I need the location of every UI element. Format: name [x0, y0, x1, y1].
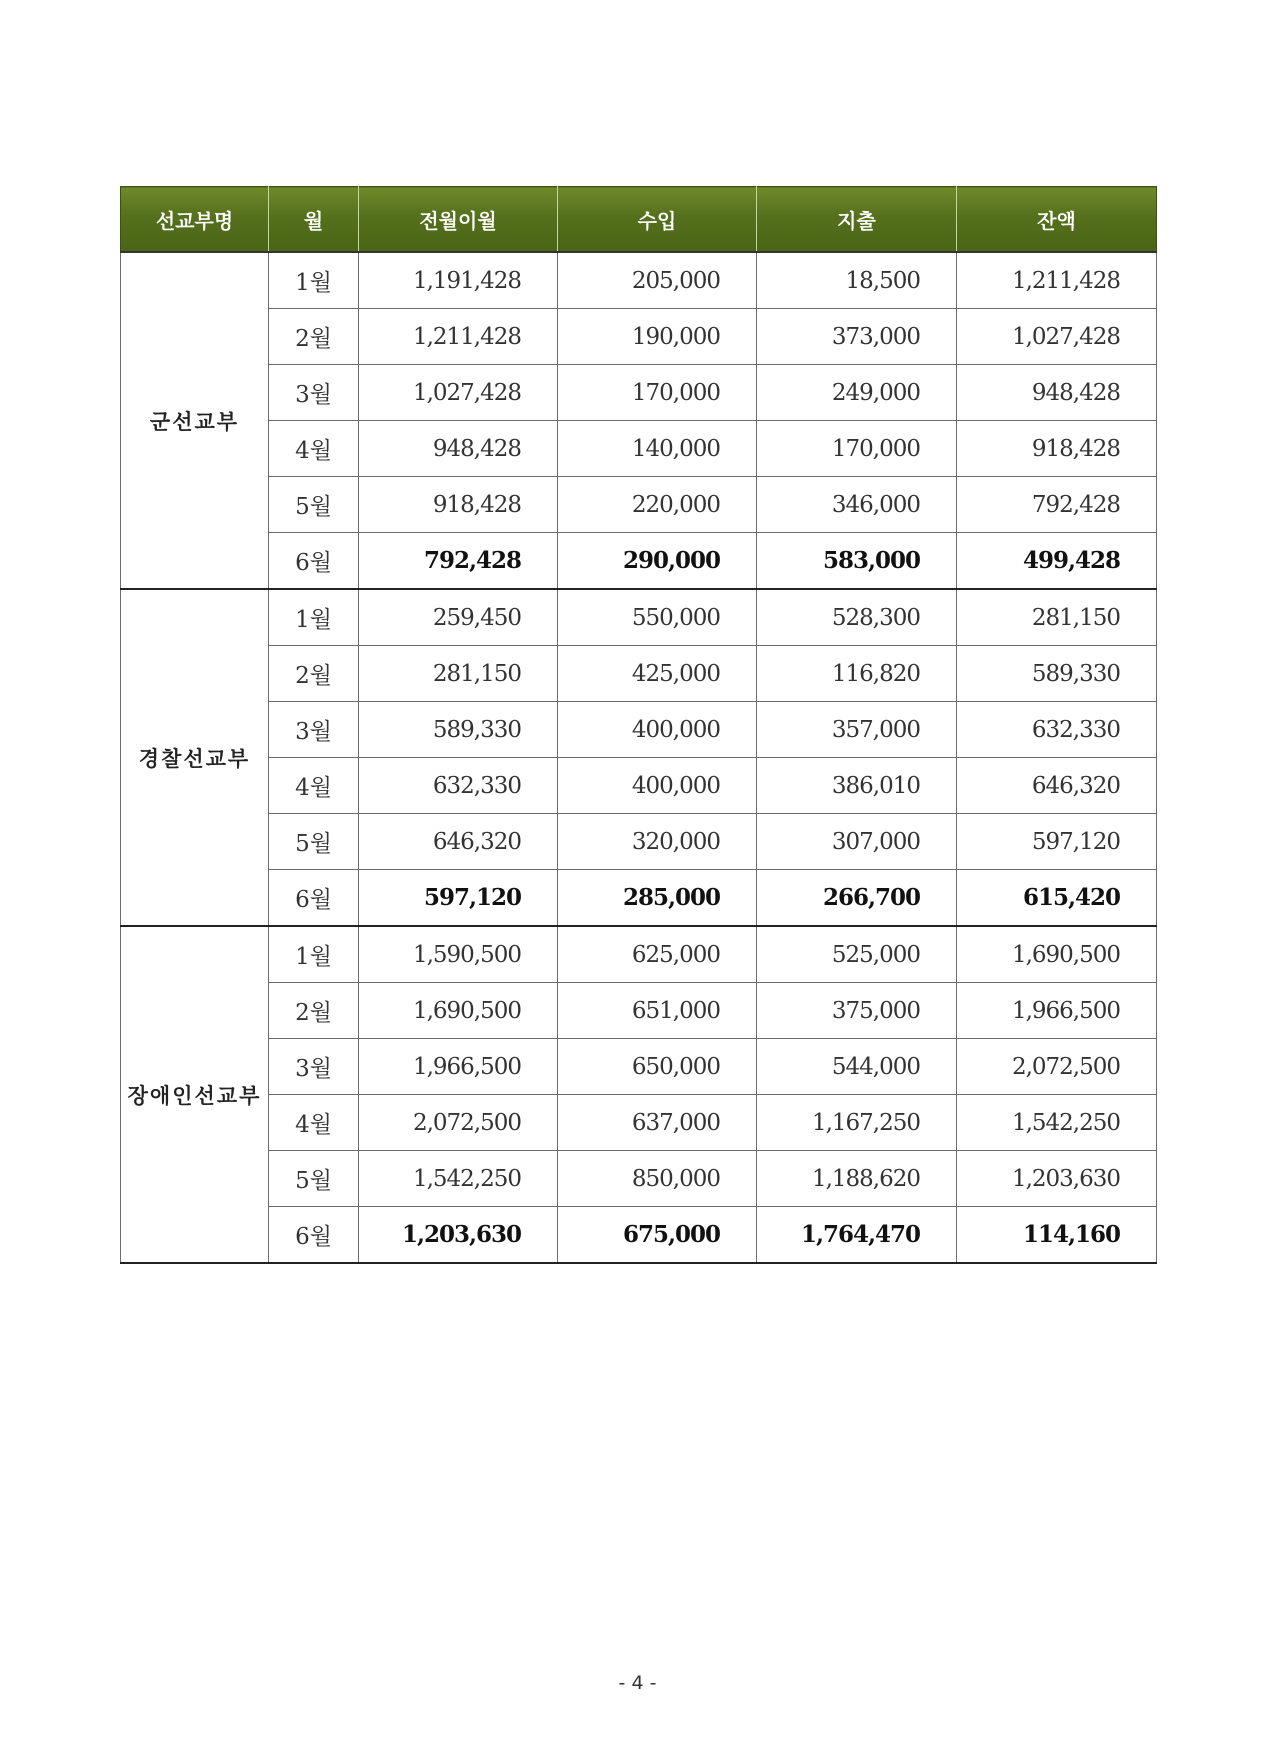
header-month: 월	[269, 187, 359, 253]
table-row	[121, 252, 1157, 309]
income-cell: 170,000	[558, 365, 757, 421]
month-cell: 1월	[269, 589, 359, 646]
month-cell: 4월	[269, 1095, 359, 1151]
carryover-cell: 632,330	[359, 758, 558, 814]
balance-cell: 1,690,500	[957, 926, 1157, 983]
income-cell: 550,000	[558, 589, 757, 646]
balance-cell: 114,160	[957, 1207, 1157, 1264]
income-cell: 140,000	[558, 421, 757, 477]
carryover-cell: 1,590,500	[359, 926, 558, 983]
carryover-cell: 1,542,250	[359, 1151, 558, 1207]
table-row	[121, 365, 1157, 421]
income-cell: 290,000	[558, 533, 757, 590]
carryover-cell: 1,690,500	[359, 983, 558, 1039]
month-cell: 3월	[269, 1039, 359, 1095]
carryover-cell: 646,320	[359, 814, 558, 870]
month-cell: 3월	[269, 365, 359, 421]
table-row	[121, 477, 1157, 533]
balance-cell: 792,428	[957, 477, 1157, 533]
income-cell: 400,000	[558, 758, 757, 814]
month-cell: 6월	[269, 533, 359, 590]
table-row	[121, 1039, 1157, 1095]
expense-cell: 357,000	[757, 702, 957, 758]
expense-cell: 375,000	[757, 983, 957, 1039]
table-row	[121, 926, 1157, 983]
month-cell: 2월	[269, 309, 359, 365]
month-cell: 6월	[269, 1207, 359, 1264]
table-row	[121, 814, 1157, 870]
table-row	[121, 983, 1157, 1039]
income-cell: 651,000	[558, 983, 757, 1039]
header-balance: 잔액	[957, 187, 1157, 253]
table-row	[121, 702, 1157, 758]
month-cell: 4월	[269, 758, 359, 814]
expense-cell: 525,000	[757, 926, 957, 983]
table-row	[121, 1151, 1157, 1207]
income-cell: 637,000	[558, 1095, 757, 1151]
income-cell: 320,000	[558, 814, 757, 870]
table-row	[121, 758, 1157, 814]
carryover-cell: 1,966,500	[359, 1039, 558, 1095]
carryover-cell: 1,027,428	[359, 365, 558, 421]
expense-cell: 386,010	[757, 758, 957, 814]
month-cell: 1월	[269, 252, 359, 309]
header-carryover: 전월이월	[359, 187, 558, 253]
header-department: 선교부명	[121, 187, 269, 253]
month-cell: 2월	[269, 983, 359, 1039]
table-header	[121, 187, 1157, 253]
balance-cell: 2,072,500	[957, 1039, 1157, 1095]
month-cell: 5월	[269, 814, 359, 870]
carryover-cell: 589,330	[359, 702, 558, 758]
balance-cell: 646,320	[957, 758, 1157, 814]
month-cell: 1월	[269, 926, 359, 983]
expense-cell: 249,000	[757, 365, 957, 421]
table-row	[121, 309, 1157, 365]
income-cell: 220,000	[558, 477, 757, 533]
income-cell: 425,000	[558, 646, 757, 702]
income-cell: 675,000	[558, 1207, 757, 1264]
table-body	[121, 252, 1157, 1263]
month-cell: 5월	[269, 477, 359, 533]
expense-cell: 1,167,250	[757, 1095, 957, 1151]
expense-cell: 528,300	[757, 589, 957, 646]
income-cell: 625,000	[558, 926, 757, 983]
balance-cell: 589,330	[957, 646, 1157, 702]
balance-cell: 1,027,428	[957, 309, 1157, 365]
department-name: 경찰선교부	[121, 589, 269, 926]
expense-cell: 307,000	[757, 814, 957, 870]
month-cell: 2월	[269, 646, 359, 702]
table-row	[121, 1095, 1157, 1151]
carryover-cell: 281,150	[359, 646, 558, 702]
balance-cell: 281,150	[957, 589, 1157, 646]
table-row	[121, 589, 1157, 646]
department-name: 장애인선교부	[121, 926, 269, 1263]
income-cell: 285,000	[558, 870, 757, 927]
expense-cell: 373,000	[757, 309, 957, 365]
balance-cell: 1,203,630	[957, 1151, 1157, 1207]
carryover-cell: 792,428	[359, 533, 558, 590]
balance-cell: 499,428	[957, 533, 1157, 590]
balance-cell: 948,428	[957, 365, 1157, 421]
month-cell: 4월	[269, 421, 359, 477]
table-row	[121, 646, 1157, 702]
mission-finance-table	[120, 186, 1157, 1264]
carryover-cell: 1,191,428	[359, 252, 558, 309]
balance-cell: 615,420	[957, 870, 1157, 927]
balance-cell: 597,120	[957, 814, 1157, 870]
expense-cell: 1,188,620	[757, 1151, 957, 1207]
income-cell: 190,000	[558, 309, 757, 365]
department-name: 군선교부	[121, 252, 269, 589]
expense-cell: 116,820	[757, 646, 957, 702]
expense-cell: 583,000	[757, 533, 957, 590]
income-cell: 850,000	[558, 1151, 757, 1207]
expense-cell: 346,000	[757, 477, 957, 533]
expense-cell: 544,000	[757, 1039, 957, 1095]
income-cell: 205,000	[558, 252, 757, 309]
expense-cell: 1,764,470	[757, 1207, 957, 1264]
carryover-cell: 1,203,630	[359, 1207, 558, 1264]
balance-cell: 1,966,500	[957, 983, 1157, 1039]
month-cell: 6월	[269, 870, 359, 927]
balance-cell: 1,542,250	[957, 1095, 1157, 1151]
carryover-cell: 259,450	[359, 589, 558, 646]
header-income: 수입	[558, 187, 757, 253]
month-cell: 3월	[269, 702, 359, 758]
table-row	[121, 1207, 1157, 1264]
income-cell: 400,000	[558, 702, 757, 758]
month-cell: 5월	[269, 1151, 359, 1207]
balance-cell: 632,330	[957, 702, 1157, 758]
table-row	[121, 421, 1157, 477]
expense-cell: 266,700	[757, 870, 957, 927]
balance-cell: 918,428	[957, 421, 1157, 477]
header-row	[121, 187, 1157, 253]
income-cell: 650,000	[558, 1039, 757, 1095]
carryover-cell: 1,211,428	[359, 309, 558, 365]
balance-cell: 1,211,428	[957, 252, 1157, 309]
carryover-cell: 597,120	[359, 870, 558, 927]
expense-cell: 18,500	[757, 252, 957, 309]
carryover-cell: 2,072,500	[359, 1095, 558, 1151]
table-row	[121, 533, 1157, 590]
carryover-cell: 948,428	[359, 421, 558, 477]
header-expense: 지출	[757, 187, 957, 253]
carryover-cell: 918,428	[359, 477, 558, 533]
expense-cell: 170,000	[757, 421, 957, 477]
page-number: - 4 -	[618, 1672, 657, 1694]
table-row	[121, 870, 1157, 927]
